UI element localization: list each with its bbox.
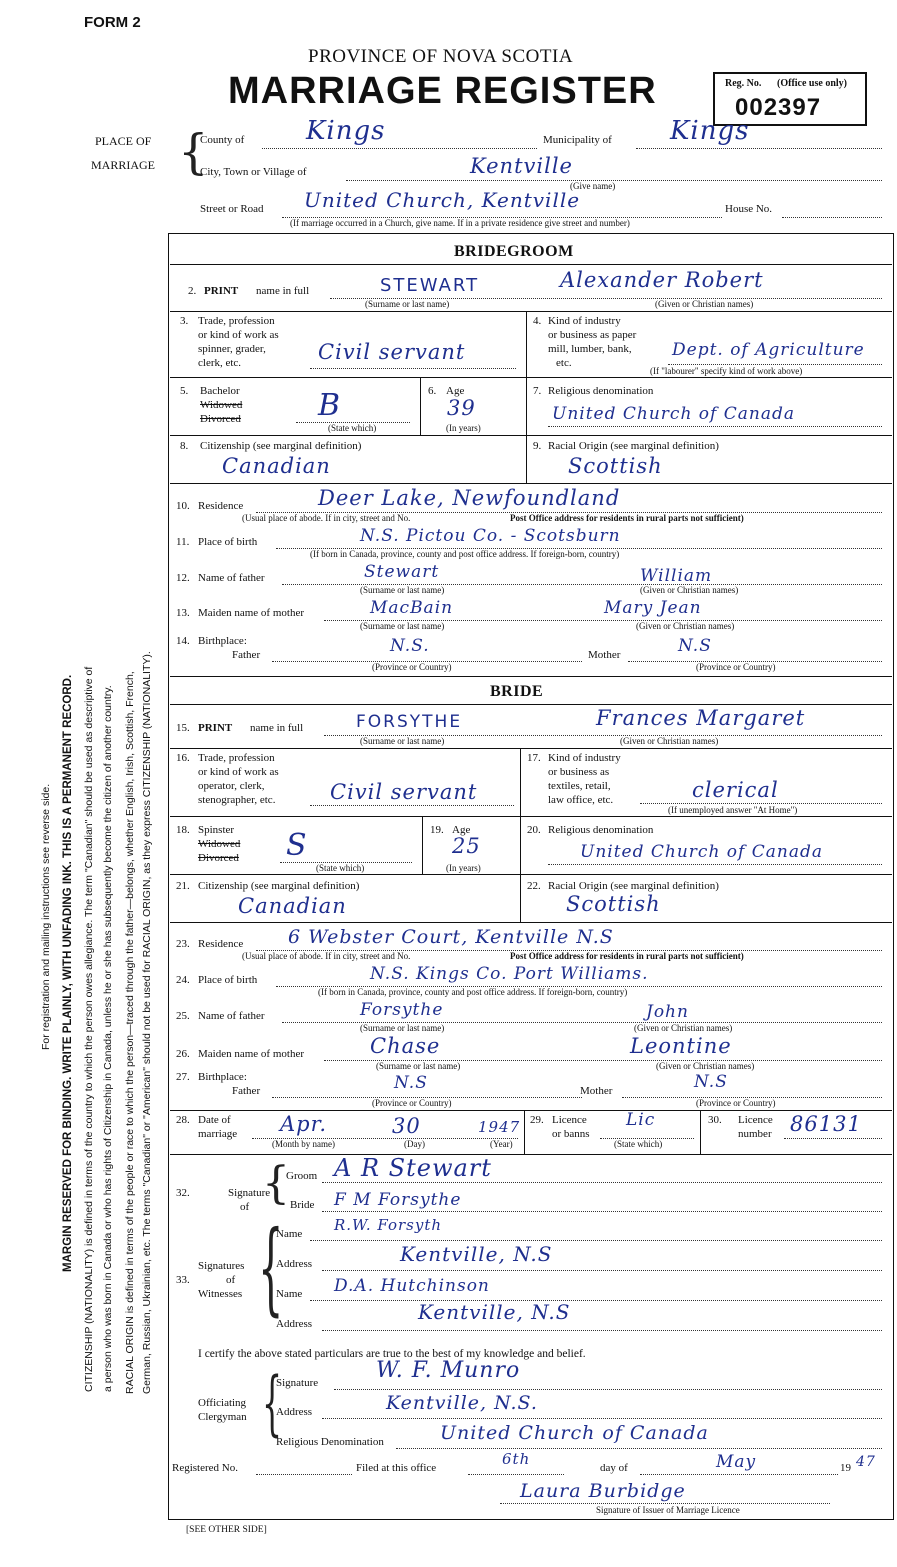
margin-racial-1: RACIAL ORIGIN is defined in terms of the people or race to which the person—traced through the father—belongs, whether English, Irish, Scottish, French,	[124, 671, 136, 1394]
q13-num: 13.	[176, 607, 190, 619]
q11-label: Place of birth	[198, 536, 258, 548]
q17-num: 17.	[527, 752, 541, 764]
place-heading-2: MARRIAGE	[91, 158, 156, 172]
q16-line1: or kind of work as	[198, 766, 279, 778]
county-label: County of	[200, 134, 245, 146]
q15-print: PRINT	[198, 722, 233, 734]
marriage-month: Apr.	[280, 1112, 328, 1136]
bride-father-birth: N.S	[394, 1073, 428, 1093]
bride-sig-label: Bride	[290, 1199, 315, 1211]
q23-label: Residence	[198, 938, 244, 950]
q16-line2: operator, clerk,	[198, 780, 265, 792]
filed-day: 6th	[502, 1450, 531, 1468]
q17-line0: Kind of industry	[548, 752, 621, 764]
q23-note: (Usual place of abode. If in city, street and No.	[242, 951, 411, 961]
q18-spinster: Spinster	[198, 824, 235, 836]
q27-num: 27.	[176, 1071, 190, 1083]
groom-citizenship: Canadian	[222, 454, 331, 478]
q14-num: 14.	[176, 635, 190, 647]
q15-label: name in full	[250, 722, 304, 734]
bride-mother-surname: Chase	[370, 1034, 441, 1058]
q24-label: Place of birth	[198, 974, 258, 986]
q20-num: 20.	[527, 824, 541, 836]
clergy-signature-label: Signature	[276, 1377, 319, 1389]
q28-label1: marriage	[198, 1128, 238, 1140]
q30-num: 30.	[708, 1114, 722, 1126]
q14-father-note: (Province or Country)	[372, 662, 452, 672]
bride-surname: FORSYTHE	[356, 712, 463, 732]
q18-widowed: Widowed	[198, 838, 241, 850]
q19-num: 19.	[430, 824, 444, 836]
margin-racial-2: German, Russian, Ukrainian, etc. The terms "Canadian" or "American" should not be used for RACIAL ORIGIN, as they express CITIZENSHIP (NATIONALITY).	[141, 651, 153, 1394]
q33-label1: of	[226, 1274, 236, 1286]
street-value: United Church, Kentville	[304, 188, 581, 212]
q8-num: 8.	[180, 440, 189, 452]
groom-given: Alexander Robert	[560, 268, 764, 292]
q5-num: 5.	[180, 385, 189, 397]
q4-num: 4.	[533, 315, 542, 327]
groom-father-birth: N.S.	[390, 636, 430, 656]
q28-num: 28.	[176, 1114, 190, 1126]
q12-label: Name of father	[198, 572, 265, 584]
q10-note: (Usual place of abode. If in city, street and No.	[242, 513, 411, 523]
q33-label0: Signatures	[198, 1260, 245, 1272]
q26-surname-note: (Surname or last name)	[376, 1061, 461, 1071]
municipality-value: Kings	[670, 116, 750, 146]
q30-label1: number	[738, 1128, 772, 1140]
q29-num: 29.	[530, 1114, 544, 1126]
q25-num: 25.	[176, 1010, 190, 1022]
q30-label0: Licence	[738, 1114, 773, 1126]
q27-father-label: Father	[232, 1085, 261, 1097]
bride-birthplace: N.S. Kings Co. Port Williams.	[370, 964, 649, 984]
day-note: (Day)	[404, 1139, 425, 1149]
groom-sig-label: Groom	[286, 1170, 318, 1182]
witness2-name: D.A. Hutchinson	[334, 1276, 490, 1296]
w1-address-label: Address	[276, 1258, 313, 1270]
q14-mother-note: (Province or Country)	[696, 662, 776, 672]
groom-residence: Deer Lake, Newfoundland	[318, 486, 621, 510]
q3-line0: Trade, profession	[198, 315, 275, 327]
place-heading-1: PLACE OF	[95, 134, 152, 148]
year-note: (Year)	[490, 1139, 513, 1149]
q11-note: (If born in Canada, province, county and post office address. If foreign-born, country)	[310, 549, 620, 559]
city-value: Kentville	[470, 154, 573, 178]
reg-office-note: (Office use only)	[777, 78, 847, 89]
q2-label: name in full	[256, 285, 310, 297]
bride-signature: F M Forsythe	[334, 1190, 462, 1210]
filed-label: Filed at this office	[356, 1462, 437, 1474]
bride-given-note: (Given or Christian names)	[620, 736, 719, 746]
licence-type-note: (State which)	[614, 1139, 663, 1149]
q24-num: 24.	[176, 974, 190, 986]
q33-num: 33.	[176, 1274, 190, 1286]
bride-father-given: John	[646, 1002, 689, 1022]
q6-label: Age	[446, 385, 465, 397]
q17-line3: law office, etc.	[548, 794, 614, 806]
q22-num: 22.	[527, 880, 541, 892]
bride-status: S	[286, 828, 308, 863]
groom-religion: United Church of Canada	[552, 404, 795, 424]
groom-age-note: (In years)	[446, 423, 481, 433]
q9-num: 9.	[533, 440, 542, 452]
q27-mother-note: (Province or Country)	[696, 1098, 776, 1108]
bride-industry: clerical	[692, 778, 779, 802]
q27-label: Birthplace:	[198, 1071, 247, 1083]
q21-label: Citizenship (see marginal definition)	[198, 880, 360, 892]
q23-note-bold: Post Office address for residents in rural parts not sufficient)	[510, 951, 744, 961]
groom-industry: Dept. of Agriculture	[672, 340, 865, 360]
q25-surname-note: (Surname or last name)	[360, 1023, 445, 1033]
margin-citizenship-2: a person who was born in Canada or who has rights of Citizenship in Canada, unless he or she has subsequently become the citizen of another country.	[102, 685, 114, 1392]
q6-num: 6.	[428, 385, 437, 397]
witness2-address: Kentville, N.S	[418, 1300, 571, 1324]
margin-binding-note: MARGIN RESERVED FOR BINDING. WRITE PLAINLY, WITH UNFADING INK. THIS IS A PERMANENT RECORD.	[62, 674, 74, 1272]
bride-heading: BRIDE	[490, 683, 544, 700]
bride-age-note: (In years)	[446, 863, 481, 873]
county-value: Kings	[306, 116, 386, 146]
city-label: City, Town or Village of	[200, 166, 307, 178]
bridegroom-heading: BRIDEGROOM	[454, 243, 574, 260]
q16-line3: stenographer, etc.	[198, 794, 276, 806]
q27-mother-label: Mother	[580, 1085, 613, 1097]
filed-year-suffix: 47	[856, 1454, 876, 1470]
reg-number-label: Reg. No.	[725, 78, 762, 89]
q25-given-note: (Given or Christian names)	[634, 1023, 733, 1033]
place-brace: {	[178, 124, 209, 180]
clergy-label1: Clergyman	[198, 1411, 247, 1423]
margin-citizenship-1: CITIZENSHIP (NATIONALITY) is defined in terms of the country to which the person owes allegiance. The term "Canadian" should be used as descriptive of	[83, 666, 95, 1392]
groom-mother-given: Mary Jean	[604, 598, 702, 618]
q3-line1: or kind of work as	[198, 329, 279, 341]
bride-residence: 6 Webster Court, Kentville N.S	[288, 926, 614, 948]
q26-num: 26.	[176, 1048, 190, 1060]
q33-label2: Witnesses	[198, 1288, 243, 1300]
q26-label: Maiden name of mother	[198, 1048, 304, 1060]
q18-divorced: Divorced	[198, 852, 239, 864]
q15-num: 15.	[176, 722, 190, 734]
q5-widowed: Widowed	[200, 399, 243, 411]
registered-label: Registered No.	[172, 1462, 238, 1474]
q21-num: 21.	[176, 880, 190, 892]
q7-num: 7.	[533, 385, 542, 397]
q19-label: Age	[452, 824, 471, 836]
margin-instructions: For registration and mailing instructions see reverse side.	[40, 783, 52, 1050]
q10-note-bold: Post Office address for residents in rural parts not sufficient)	[510, 513, 744, 523]
q26-given-note: (Given or Christian names)	[656, 1061, 755, 1071]
q22-label: Racial Origin (see marginal definition)	[548, 880, 719, 892]
q4-line0: Kind of industry	[548, 315, 621, 327]
q12-num: 12.	[176, 572, 190, 584]
q5-divorced: Divorced	[200, 413, 241, 425]
q5-bachelor: Bachelor	[200, 385, 240, 397]
clergy-signature: W. F. Munro	[376, 1358, 521, 1383]
groom-father-surname: Stewart	[364, 562, 440, 582]
q14-label: Birthplace:	[198, 635, 247, 647]
groom-birthplace: N.S. Pictou Co. - Scotsburn	[360, 526, 621, 546]
groom-given-note: (Given or Christian names)	[655, 299, 754, 309]
q12-surname-note: (Surname or last name)	[360, 585, 445, 595]
q25-label: Name of father	[198, 1010, 265, 1022]
bride-religion: United Church of Canada	[580, 842, 823, 862]
q3-line3: clerk, etc.	[198, 357, 242, 369]
q32-label1: of	[240, 1201, 250, 1213]
licence-number: 86131	[790, 1112, 862, 1136]
q14-mother-label: Mother	[588, 649, 621, 661]
q3-line2: spinner, grader,	[198, 343, 266, 355]
street-label: Street or Road	[200, 203, 264, 215]
q18-num: 18.	[176, 824, 190, 836]
groom-surname: STEWART	[380, 275, 480, 296]
q4-line2: mill, lumber, bank,	[548, 343, 632, 355]
bride-industry-note: (If unemployed answer "At Home")	[668, 805, 798, 815]
q2-num: 2.	[188, 285, 197, 297]
bride-citizenship: Canadian	[238, 894, 347, 918]
q7-label: Religious denomination	[548, 385, 654, 397]
certify-text: I certify the above stated particulars are true to the best of my knowledge and belief.	[198, 1348, 586, 1360]
bride-father-surname: Forsythe	[360, 1000, 444, 1020]
w1-name-label: Name	[276, 1228, 303, 1240]
q4-line3: etc.	[556, 357, 572, 369]
q4-line1: or business as paper	[548, 329, 637, 341]
page-title: MARRIAGE REGISTER	[228, 70, 657, 112]
clergy-brace: {	[262, 1362, 283, 1444]
q2-print: PRINT	[204, 285, 239, 297]
issuer-signature: Laura Burbidge	[520, 1480, 686, 1502]
q11-num: 11.	[176, 536, 190, 548]
clergy-label0: Officiating	[198, 1397, 247, 1409]
groom-racial: Scottish	[568, 454, 663, 478]
bride-age: 25	[452, 834, 481, 858]
month-note: (Month by name)	[272, 1139, 335, 1149]
bride-racial: Scottish	[566, 892, 661, 916]
city-note: (Give name)	[570, 181, 616, 191]
groom-status-note: (State which)	[328, 423, 377, 433]
witness1-address: Kentville, N.S	[400, 1242, 553, 1266]
q29-label0: Licence	[552, 1114, 587, 1126]
q27-father-note: (Province or Country)	[372, 1098, 452, 1108]
bride-mother-given: Leontine	[630, 1034, 732, 1058]
municipality-label: Municipality of	[543, 134, 612, 146]
q12-given-note: (Given or Christian names)	[640, 585, 739, 595]
groom-industry-note: (If "labourer" specify kind of work above)	[650, 366, 803, 376]
reg-number-value: 002397	[735, 94, 822, 121]
house-label: House No.	[725, 203, 773, 215]
marriage-year: 1947	[478, 1118, 521, 1136]
filed-month: May	[716, 1452, 757, 1472]
licence-type: Lic	[626, 1110, 656, 1130]
see-other-side: [SEE OTHER SIDE]	[186, 1525, 267, 1535]
form-number: FORM 2	[84, 14, 141, 31]
q16-line0: Trade, profession	[198, 752, 275, 764]
q10-num: 10.	[176, 500, 190, 512]
groom-status: B	[318, 388, 342, 423]
clergy-address-label: Address	[276, 1406, 313, 1418]
issuer-label: Signature of Issuer of Marriage Licence	[596, 1505, 740, 1515]
province-heading: PROVINCE OF NOVA SCOTIA	[308, 46, 574, 67]
street-note: (If marriage occurred in a Church, give name. If in a private residence give street and number)	[290, 218, 630, 228]
witness1-name: R.W. Forsyth	[334, 1216, 443, 1234]
q17-line1: or business as	[548, 766, 610, 778]
bride-surname-note: (Surname or last name)	[360, 736, 445, 746]
q14-father-label: Father	[232, 649, 261, 661]
groom-surname-note: (Surname or last name)	[365, 299, 450, 309]
q8-label: Citizenship (see marginal definition)	[200, 440, 362, 452]
q13-surname-note: (Surname or last name)	[360, 621, 445, 631]
clergy-denom-label: Religious Denomination	[276, 1436, 384, 1448]
q10-label: Residence	[198, 500, 244, 512]
bride-trade: Civil servant	[330, 780, 478, 804]
q9-label: Racial Origin (see marginal definition)	[548, 440, 719, 452]
marriage-day: 30	[392, 1114, 421, 1138]
w2-address-label: Address	[276, 1318, 313, 1330]
groom-mother-surname: MacBain	[370, 598, 454, 618]
day-of-label: day of	[600, 1462, 628, 1474]
bride-status-note: (State which)	[316, 863, 365, 873]
q23-num: 23.	[176, 938, 190, 950]
q17-line2: textiles, retail,	[548, 780, 611, 792]
q29-label1: or banns	[552, 1128, 590, 1140]
q24-note: (If born in Canada, province, county and post office address. If foreign-born, country)	[318, 987, 628, 997]
q13-given-note: (Given or Christian names)	[636, 621, 735, 631]
bride-given: Frances Margaret	[596, 706, 806, 730]
groom-age: 39	[447, 396, 476, 420]
groom-trade: Civil servant	[318, 340, 466, 364]
sig-brace: {	[262, 1158, 290, 1209]
filed-year-prefix: 19	[840, 1462, 851, 1474]
q28-label0: Date of	[198, 1114, 231, 1126]
q16-num: 16.	[176, 752, 190, 764]
groom-signature: A R Stewart	[334, 1154, 492, 1182]
groom-father-given: William	[640, 566, 713, 586]
clergy-address: Kentville, N.S.	[386, 1392, 538, 1414]
bride-mother-birth: N.S	[694, 1072, 728, 1092]
w2-name-label: Name	[276, 1288, 303, 1300]
q20-label: Religious denomination	[548, 824, 654, 836]
q32-label0: Signature	[228, 1187, 271, 1199]
q13-label: Maiden name of mother	[198, 607, 304, 619]
witness-brace: {	[258, 1209, 284, 1326]
groom-mother-birth: N.S	[678, 636, 712, 656]
q3-num: 3.	[180, 315, 189, 327]
clergy-denomination: United Church of Canada	[440, 1422, 709, 1444]
q32-num: 32.	[176, 1187, 190, 1199]
